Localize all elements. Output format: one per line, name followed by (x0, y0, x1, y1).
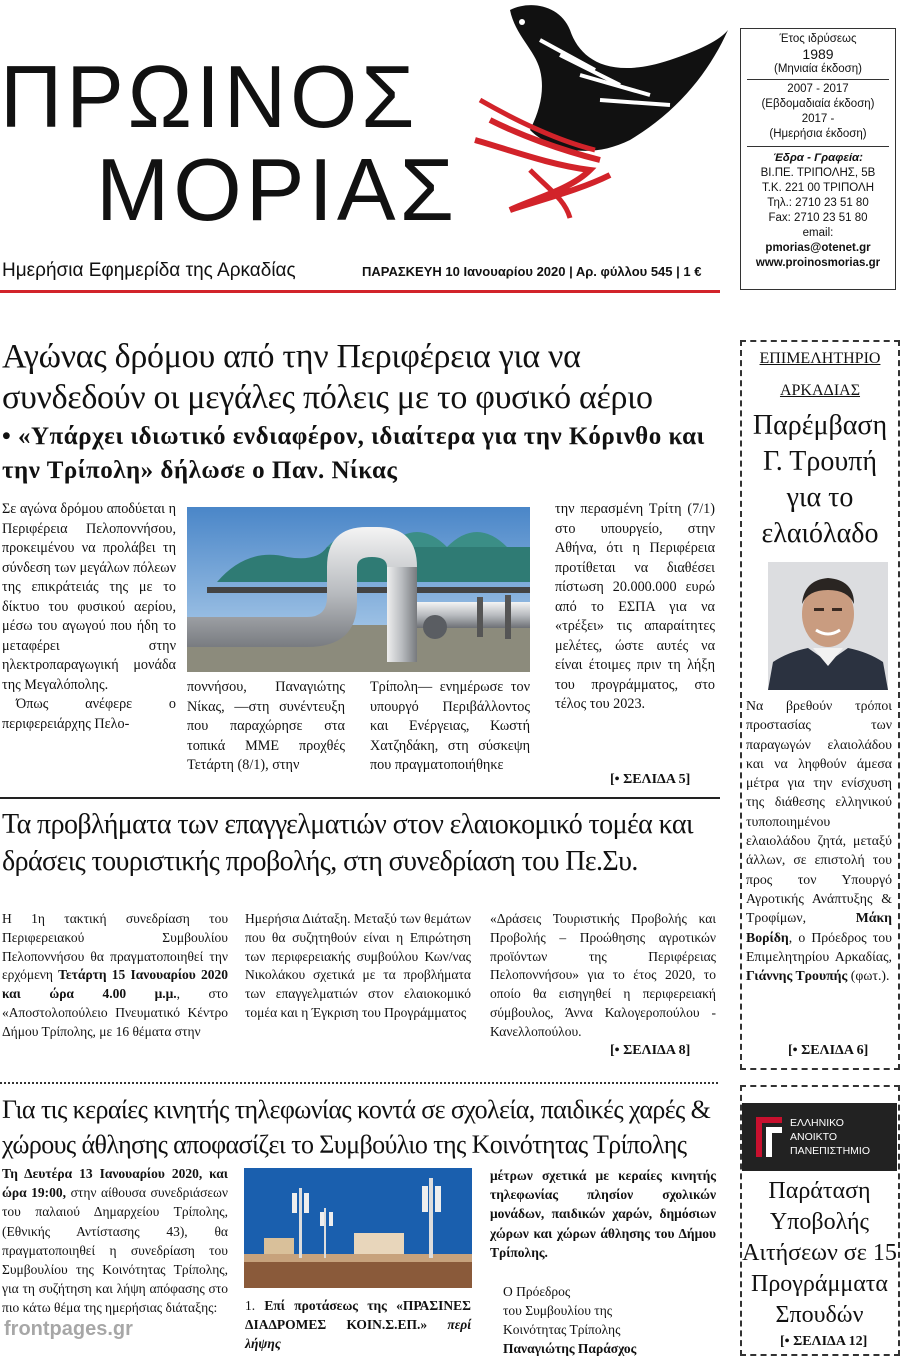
article3-col2-c: περί λήψης (245, 1317, 471, 1351)
info-website[interactable]: www.proinosmorias.gr (755, 257, 881, 269)
sidebar1-body-d: Γιάννης Τρουπής (746, 968, 848, 984)
article2-bottom-rule (0, 1082, 718, 1084)
info-office-label: Έδρα - Γραφεία: (772, 152, 863, 164)
article3-col1-a: Τη Δευτέρα 13 Ιανουαρίου 2020, και ώρα 19:00, (2, 1166, 228, 1201)
masthead-title-line1: ΠΡΩΙΝΟΣ (0, 47, 419, 146)
article3-col2 (245, 1296, 471, 1353)
sidebar1-body-a: Να βρεθούν τρόποι προστασίας των παραγωγών ελαιολάδου και να ληφθούν άμεσα μέτρα για την ενίσχυση της διάθεσης ελληνικού τυποποιημένου ελαιολάδου ζητά, μεταξύ άλλων, σε επιστολή του προς τον Υπουργό Αγροτικής Ανάπτυξης & Τροφίμων, (746, 698, 892, 926)
article1-page-ref[interactable]: [• ΣΕΛΙΔΑ 5] (610, 772, 691, 787)
article1-col1 (2, 500, 176, 734)
sidebar1-kicker1: ΕΠΙΜΕΛΗΤΗΡΙΟ (759, 350, 881, 367)
info-monthly: (Μηνιαία έκδοση) (773, 63, 862, 75)
article1-col1-text: Σε αγώνα δρόμου αποδύεται η Περιφέρεια Πελοποννήσου, προκειμένου να προλάβει τη σύνδεση των μεγάλων πόλεων της επικράτειάς της με το δίκτυο του φυσικού αερίου, μέσω του αγωγού που ήδη το μεταφέρει στην ηλεκτροπαραγωγική μονάδα της Μεγαλόπολης. (2, 501, 176, 693)
article2-col1-c: , στο «Αποστολοπούλειο Πνευματικό Κέντρο Δήμου Τρίπολης, με 16 θέματα στην (2, 986, 229, 1039)
masthead-subtitle: Ημερήσια Εφημερίδα της Αρκαδίας (2, 260, 296, 281)
eap-logo-line2: ΑΝΟΙΚΤΟ (790, 1131, 838, 1143)
article2-col1 (2, 910, 228, 1042)
info-box (740, 28, 896, 290)
article1-col3: Τρίπολη— ενημέρωσε τον υπουργό Περιβάλλοντος και Ενέργειας, Κωστή Χατζηδάκη, στη σύσκεψη που πραγματοποιήθηκε (370, 679, 530, 773)
sidebar1-body-e: (φωτ.). (847, 968, 890, 984)
sidebar1-body-c: , ο Πρόεδρος του Επιμελητηρίου Αρκαδίας, (746, 929, 892, 964)
sidebar1-page-ref[interactable]: [• ΣΕΛΙΔΑ 6] (788, 1043, 869, 1058)
sidebar1-title: Παρέμβαση Γ. Τρουπή για το ελαιόλαδο (752, 410, 888, 549)
article2-col1-a: Η 1η τακτική συνεδρίαση του Περιφερειακού Συμβουλίου Πελοποννήσου θα πραγματοποιηθεί την ερχόμενη (2, 911, 228, 983)
info-founded-year: 1989 (802, 46, 834, 62)
article2-headline: Τα προβλήματα των επαγγελματιών στον ελαιοκομικό τομέα και δράσεις τουριστικής προβολής, στη συνεδρίαση του Πε.Συ. (2, 809, 693, 877)
eap-logo (742, 1103, 897, 1171)
info-weekly: (Εβδομαδιαία έκδοση) (761, 98, 875, 110)
info-email[interactable]: pmorias@otenet.gr (765, 242, 871, 254)
info-daily: (Ημερήσια έκδοση) (769, 128, 867, 140)
masthead-title-line2: ΜΟΡΙΑΣ (96, 140, 458, 239)
masthead-red-rule (0, 290, 720, 293)
article1-bottom-rule (0, 797, 720, 799)
article2-col1-b: Τετάρτη 15 Ιανουαρίου 2020 και ώρα 4.00 μ.μ. (2, 967, 228, 1002)
article2-col2: Ημερήσια Διάταξη. Μεταξύ των θεμάτων που θα συζητηθούν είναι η Επιρώτηση των περιφερειακής συμβούλου Κων/νας Νικολάκου σχετικά με τα προβλήματα των επαγγελματιών στον ελαιοκομικό τομέα και η Έγκριση του Προγράμματος (245, 911, 471, 1020)
article1-col2: ποννήσου, Παναγιώτης Νίκας, —στη συνέντευξη που παραχώρησε στα τοπικά ΜΜΕ προχθές Τετάρτη (8/1), στην (187, 679, 345, 773)
article3-col2-b: Επί προτάσεως της «ΠΡΑΣΙΝΕΣ ΔΙΑΔΡΟΜΕΣ ΚΟΙΝ.Σ.ΕΠ.» (245, 1298, 471, 1332)
watermark: frontpages.gr (4, 1318, 133, 1340)
pipeline-photo (187, 507, 530, 672)
masthead-issue-info: ΠΑΡΑΣΚΕΥΗ 10 Ιανουαρίου 2020 | Αρ. φύλλου 545 | 1 € (362, 264, 702, 279)
info-email-label: email: (802, 227, 834, 239)
portrait-photo (768, 562, 888, 690)
article3-sig4: Παναγιώτης Παράσχος (503, 1341, 637, 1356)
article3-col1-b: στην αίθουσα συνεδριάσεων του παλαιού Δημαρχείου Τρίπολης, (Εθνικής Αντίστασης 43), θα πραγματοποιηθεί η συνεδρίαση του Συμβουλίου της Κοινότητας Τρίπολης, για τη συζήτηση και λήψη απόφασης στο πιο κάτω θέμα της ημερήσιας διάταξης: (2, 1185, 229, 1316)
article3-sig1: Ο Πρόεδρος (503, 1284, 571, 1299)
article2-page-ref[interactable]: [• ΣΕΛΙΔΑ 8] (610, 1043, 691, 1058)
article1-headline: Αγώνας δρόμου από την Περιφέρεια για να συνδεδούν οι μεγάλες πόλεις με το φυσικό αέριο (2, 338, 653, 416)
info-daily-years: 2017 - (801, 113, 835, 125)
sidebar2-page-ref[interactable]: [• ΣΕΛΙΔΑ 12] (780, 1334, 868, 1349)
eap-logo-line1: ΕΛΛΗΝΙΚΟ (790, 1117, 844, 1129)
info-address1: ΒΙ.ΠΕ. ΤΡΙΠΟΛΗΣ, 5Β (760, 167, 876, 179)
article3-sig2: του Συμβουλίου της (503, 1303, 613, 1318)
article3-headline: Για τις κεραίες κινητής τηλεφωνίας κοντά σε σχολεία, παιδικές χαρές & χώρους άθλησης αποφασίζει το Συμβούλιο της Κοινότητας Τρίπολης (2, 1095, 711, 1159)
article1-col1b-text: Όπως ανέφερε ο περιφερειάρχης Πελο- (2, 696, 176, 732)
article3-col3: μέτρων σχετικά με κεραίες κινητής τηλεφωνίας πλησίον σχολικών μονάδων, παιδικών χαρών, δημόσιων χώρων και χώρων άθλησης του Δήμου Τρίπολης. (490, 1168, 716, 1260)
article1-col4: την περασμένη Τρίτη (7/1) στο υπουργείο, στην Αθήνα, ότι η Περιφέρεια προτίθεται να διαθέσει πίστωση 20.000.000 ευρώ από το ΕΣΠΑ για να «τρέξει» τις απαραίτητες μελέτες, ώστε αυτές να είναι έτοιμες πριν τη λήξη του προγράμματος, στο τέλος του 2023. (555, 501, 715, 712)
article3-sig3: Κοινότητας Τρίπολης (503, 1322, 621, 1337)
article3-col1 (2, 1164, 228, 1318)
article2-col3: «Δράσεις Τουριστικής Προβολής και Προβολής – Προώθησης αγροτικών προϊόντων της Περιφέρειας Πελοποννήσου» για το έτος 2020, το οποίο θα εισηγηθεί η περιφερειακή σύμβουλος, Άννα Καλογεροπούλου - Κανελλοπούλου. (490, 911, 716, 1039)
eap-logo-icon (752, 1113, 786, 1161)
sidebar1-kicker2: ΑΡΚΑΔΙΑΣ (779, 382, 861, 399)
sidebar2-title: Παράταση Υποβολής Αιτήσεων σε 15 Προγράμματα Σπουδών (742, 1178, 897, 1328)
info-phone: Τηλ.: 2710 23 51 80 (767, 197, 869, 209)
sidebar1-body-b: Μάκη Βορίδη (746, 910, 892, 945)
info-fax: Fax: 2710 23 51 80 (768, 212, 868, 224)
info-founded-label: Έτος ιδρύσεως (779, 33, 857, 45)
eap-logo-line3: ΠΑΝΕΠΙΣΤΗΜΙΟ (790, 1145, 870, 1157)
dove-logo (470, 0, 730, 220)
article3-signature (503, 1282, 636, 1358)
article1-subhead: • «Υπάρχει ιδιωτικό ενδιαφέρον, ιδιαίτερα για την Κόρινθο και την Τρίπολη» δήλωσε ο Παν. Νίκας (2, 423, 705, 484)
info-address2: Τ.Κ. 221 00 ΤΡΙΠΟΛΗ (761, 182, 875, 194)
sidebar1-body (746, 696, 892, 985)
antennas-photo (244, 1168, 472, 1288)
info-weekly-years: 2007 - 2017 (787, 83, 849, 95)
article3-col2-a: 1. (245, 1298, 265, 1313)
